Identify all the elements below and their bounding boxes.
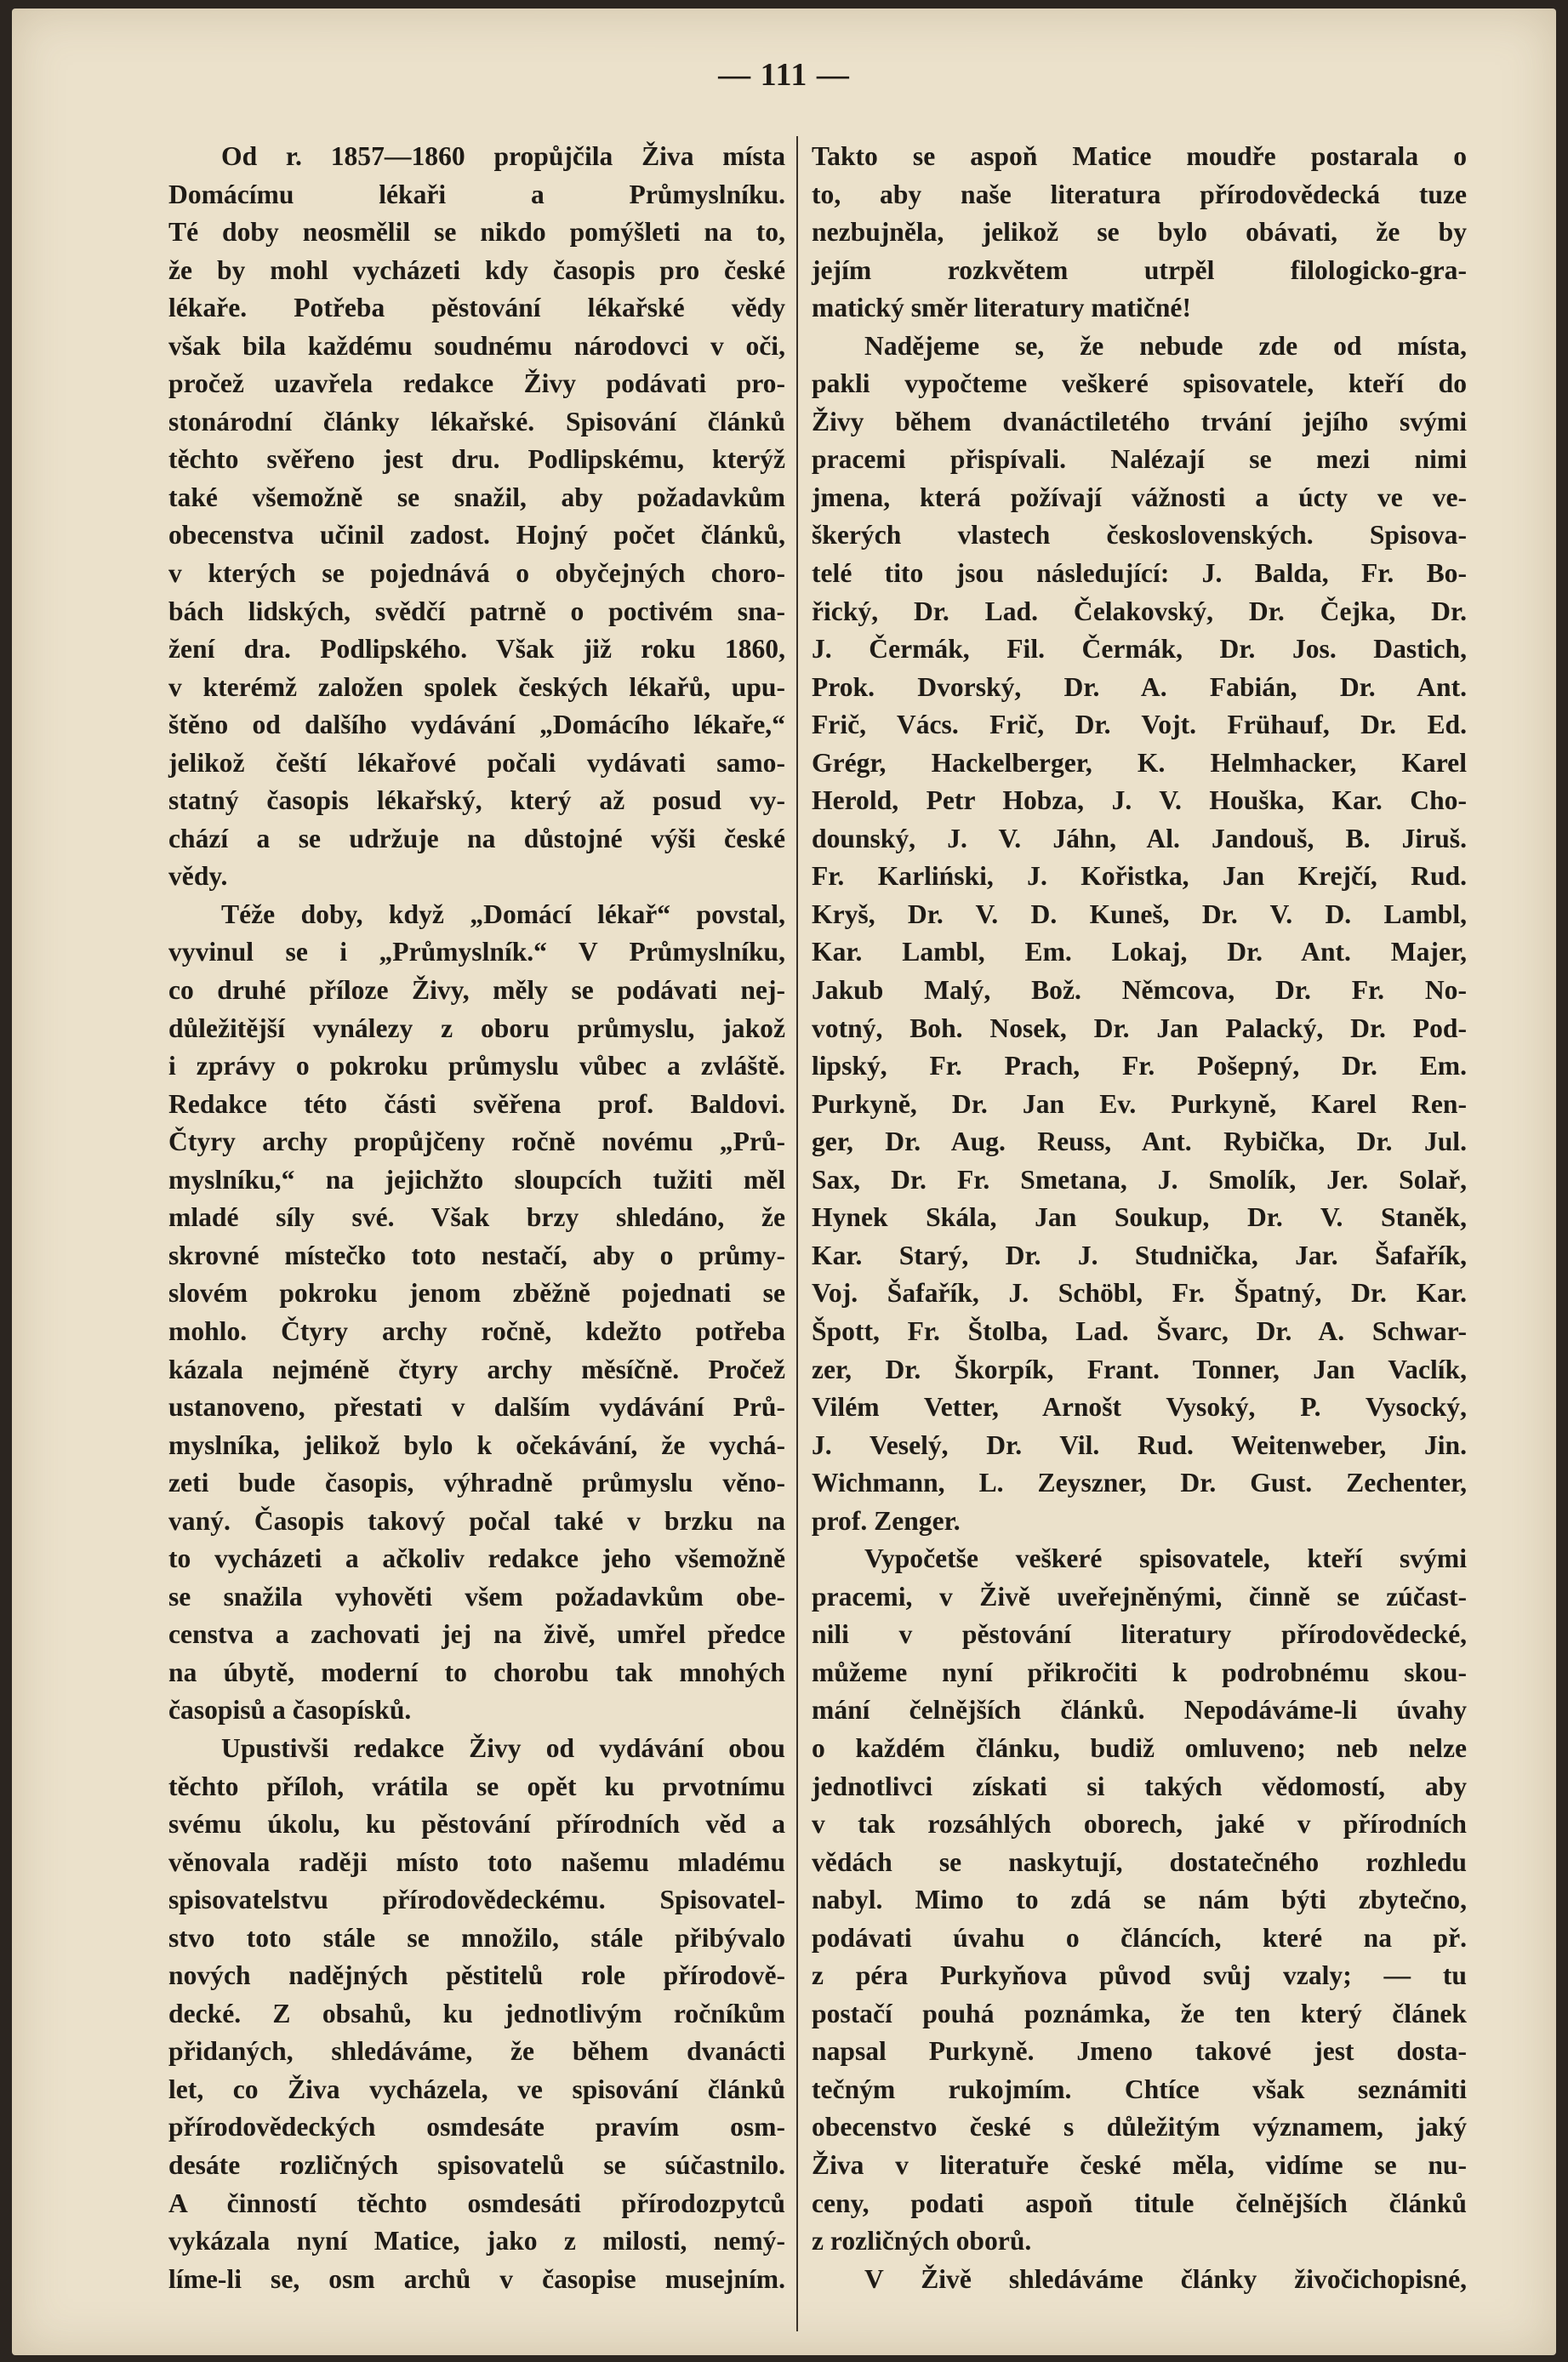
book-page [12, 9, 1556, 2355]
text-line: věnovala raději místo toto našemu mladému [168, 1846, 785, 1877]
right-text-column [812, 138, 1467, 2298]
text-line: Té doby neosmělil se nikdo pomýšleti na to, [168, 217, 785, 248]
text-line: tečným rukojmím. Chtíce však seznámiti [812, 2074, 1467, 2104]
text-line: podávati úvahu o článcích, které na př. [812, 1922, 1467, 1953]
text-line: Živy během dvanáctiletého trvání jejího svými [812, 406, 1467, 436]
text-line: v kterých se pojednává o obyčejných choro- [168, 558, 785, 589]
text-line: z rozličných oborů. [812, 2226, 1032, 2256]
text-line: vykázala nyní Matice, jako z milosti, nemý- [168, 2226, 785, 2256]
text-line: nili v pěstování literatury přírodovědecké, [812, 1619, 1467, 1650]
text-line: prof. Zenger. [812, 1505, 961, 1536]
text-line: jejím rozkvětem utrpěl filologicko-gra- [812, 254, 1467, 285]
text-line: svému úkolu, ku pěstování přírodních věd a [168, 1809, 785, 1840]
text-line: o každém článku, budiž omluveno; neb nelze [812, 1732, 1467, 1763]
text-line: řický, Dr. Lad. Čelakovský, Dr. Čejka, Dr. [812, 596, 1467, 626]
text-line: Prok. Dvorský, Dr. A. Fabián, Dr. Ant. [812, 671, 1467, 702]
text-line: censtva a zachovati jej na živě, umřel předce [168, 1619, 785, 1650]
text-line: jmena, která požívají vážnosti a úcty ve ve- [812, 482, 1467, 512]
text-line: co druhé příloze Živy, měly se podávati nej- [168, 975, 785, 1006]
text-line: desáte rozličných spisovatelů se súčastnilo. [168, 2149, 785, 2180]
text-line: na úbytě, moderní to chorobu tak mnohých [168, 1657, 785, 1687]
text-line: vědy. [168, 861, 228, 892]
text-line: to vycházeti a ačkoliv redakce jeho všemožně [168, 1543, 785, 1574]
text-line: skrovné místečko toto nestačí, aby o průmy- [168, 1240, 785, 1270]
text-line: Takto se aspoň Matice moudře postarala o [812, 141, 1467, 171]
text-line: zer, Dr. Škorpík, Frant. Tonner, Jan Vaclík, [812, 1354, 1467, 1384]
text-line: to, aby naše literatura přírodovědecká tuze [812, 179, 1467, 209]
text-line: Nadějeme se, že nebude zde od místa, [864, 330, 1467, 361]
left-text-column [168, 138, 785, 2298]
text-line: pracemi, v Živě uveřejněnými, činně se zúčast- [812, 1581, 1467, 1612]
text-line: spisovatelstvu přírodovědeckému. Spisovatel- [168, 1885, 785, 1915]
text-line: se snažila vyhověti všem požadavkům obe- [168, 1581, 785, 1612]
text-line: Kar. Starý, Dr. J. Studnička, Jar. Šafařík, [812, 1240, 1467, 1270]
text-line: mohlo. Čtyry archy ročně, kdežto potřeba [168, 1315, 785, 1346]
text-line: nabyl. Mimo to zdá se nám býti zbytečno, [812, 1885, 1467, 1915]
text-line: matický směr literatury matičné! [812, 293, 1191, 323]
text-line: bách lidských, svědčí patrně o poctivém sna- [168, 596, 785, 626]
text-line: ceny, podati aspoň titule čelnějších článků [812, 2188, 1467, 2218]
text-line: decké. Z obsahů, ku jednotlivým ročníkům [168, 1998, 785, 2028]
text-line: myslníku,“ na jejichžto sloupcích tužiti měl [168, 1164, 785, 1195]
text-line: těchto svěřeno jest dru. Podlipskému, kterýž [168, 444, 785, 475]
text-line: ger, Dr. Aug. Reuss, Ant. Rybička, Dr. Jul. [812, 1127, 1467, 1157]
column-divider [796, 136, 798, 2331]
text-line: Grégr, Hackelberger, K. Helmhacker, Karel [812, 747, 1467, 778]
text-line: v tak rozsáhlých oborech, jaké v přírodních [812, 1809, 1467, 1840]
text-line: myslníka, jelikož bylo k očekávání, že vychá- [168, 1429, 785, 1460]
text-line: časopisů a časopísků. [168, 1695, 412, 1726]
text-line: kázala nejméně čtyry archy měsíčně. Pročež [168, 1354, 785, 1384]
text-line: přidaných, shledáváme, že během dvanácti [168, 2036, 785, 2067]
text-line: Vilém Vetter, Arnošt Vysoký, P. Vysocký, [812, 1392, 1467, 1423]
text-line: Téže doby, když „Domácí lékař“ povstal, [221, 899, 785, 929]
text-line: Purkyně, Dr. Jan Ev. Purkyně, Karel Ren- [812, 1088, 1467, 1119]
text-line: slovém pokroku jenom zběžně pojednati se [168, 1278, 785, 1309]
text-line: votný, Boh. Nosek, Dr. Jan Palacký, Dr. Pod- [812, 1013, 1467, 1043]
text-line: stonárodní články lékařské. Spisování článků [168, 406, 785, 436]
text-line: jednotlivci získati si takých vědomostí, aby [812, 1771, 1467, 1801]
text-line: však bila každému soudnému národovci v oči, [168, 330, 785, 361]
text-line: Domácímu lékaři a Průmyslníku. [168, 179, 785, 209]
text-line: pročež uzavřela redakce Živy podávati pro- [168, 368, 785, 399]
text-line: vědách se naskytují, dostatečného rozhledu [812, 1846, 1467, 1877]
text-line: Špott, Fr. Štolba, Lad. Švarc, Dr. A. Schwar- [812, 1315, 1467, 1346]
text-line: dounský, J. V. Jáhn, Al. Jandouš, B. Jiruš. [812, 823, 1467, 853]
text-line: mladé síly své. Však brzy shledáno, že [168, 1202, 785, 1233]
text-line: Fr. Karliński, J. Kořistka, Jan Krejčí, Rud. [812, 861, 1467, 892]
text-line: Sax, Dr. Fr. Smetana, J. Smolík, Jer. Solař, [812, 1164, 1467, 1195]
text-line: Herold, Petr Hobza, J. V. Houška, Kar. Cho- [812, 785, 1467, 816]
text-line: že by mohl vycházeti kdy časopis pro české [168, 254, 785, 285]
text-line: zeti bude časopis, výhradně průmyslu věno- [168, 1468, 785, 1498]
text-line: jelikož čeští lékařové počali vydávati samo- [168, 747, 785, 778]
text-line: ustanoveno, přestati v dalším vydávání Prů- [168, 1392, 785, 1423]
text-line: telé tito jsou následující: J. Balda, Fr. Bo- [812, 558, 1467, 589]
text-line: Živa v literatuře české měla, vidíme se nu- [812, 2149, 1467, 2180]
text-line: nových nadějných pěstitelů role přírodově- [168, 1960, 785, 1991]
page-number: — 111 — [718, 57, 850, 93]
text-line: A činností těchto osmdesáti přírodozpytců [168, 2188, 785, 2218]
text-line: nezbujněla, jelikož se bylo obávati, že by [812, 217, 1467, 248]
text-line: žení dra. Podlipského. Však již roku 1860, [168, 634, 785, 665]
text-line: Od r. 1857—1860 propůjčila Živa místa [221, 141, 785, 171]
text-line: napsal Purkyně. Jmeno takové jest dosta- [812, 2036, 1467, 2067]
text-line: V Živě shledáváme články živočichopisné, [864, 2263, 1467, 2294]
text-line: v kterémž založen spolek českých lékařů, upu- [168, 671, 785, 702]
text-line: pracemi přispívali. Nalézají se mezi nimi [812, 444, 1467, 475]
text-line: Hynek Skála, Jan Soukup, Dr. V. Staněk, [812, 1202, 1467, 1233]
text-line: škerých vlastech československých. Spisova- [812, 520, 1467, 551]
text-line: stvo toto stále se množilo, stále přibývalo [168, 1922, 785, 1953]
text-line: štěno od dalšího vydávání „Domácího lékaře,“ [168, 710, 785, 740]
text-line: J. Čermák, Fil. Čermák, Dr. Jos. Dastich, [812, 634, 1467, 665]
text-line: těchto příloh, vrátila se opět ku prvotnímu [168, 1771, 785, 1801]
text-line: důležitější vynálezy z oboru průmyslu, jakož [168, 1013, 785, 1043]
text-line: Kryš, Dr. V. D. Kuneš, Dr. V. D. Lambl, [812, 899, 1467, 929]
text-line: Vypočetše veškeré spisovatele, kteří svými [864, 1543, 1467, 1574]
text-line: přírodovědeckých osmdesáte pravím osm- [168, 2112, 785, 2142]
text-line: i zprávy o pokroku průmyslu vůbec a zvláště. [168, 1051, 785, 1081]
text-line: také všemožně se snažil, aby požadavkům [168, 482, 785, 512]
text-line: Redakce této části svěřena prof. Baldovi. [168, 1088, 785, 1119]
text-line: vyvinul se i „Průmyslník.“ V Průmyslníku, [168, 937, 785, 967]
text-line: statný časopis lékařský, který až posud vy- [168, 785, 785, 816]
text-line: pakli vypočteme veškeré spisovatele, kteří do [812, 368, 1467, 399]
text-line: mání čelnějších článků. Nepodáváme-li úvahy [812, 1695, 1467, 1726]
text-line: obecenstva učinil zadost. Hojný počet článků, [168, 520, 785, 551]
text-line: Čtyry archy propůjčeny ročně novému „Prů- [168, 1127, 785, 1157]
text-line: Wichmann, L. Zeyszner, Dr. Gust. Zechenter, [812, 1468, 1467, 1498]
text-line: lipský, Fr. Prach, Fr. Pošepný, Dr. Em. [812, 1051, 1467, 1081]
text-line: obecenstvo české s důležitým významem, jaký [812, 2112, 1467, 2142]
text-line: líme-li se, osm archů v časopise musejním. [168, 2263, 785, 2294]
text-line: Upustivši redakce Živy od vydávání obou [221, 1732, 785, 1763]
text-line: Kar. Lambl, Em. Lokaj, Dr. Ant. Majer, [812, 937, 1467, 967]
text-line: Frič, Vács. Frič, Dr. Vojt. Frühauf, Dr. Ed. [812, 710, 1467, 740]
text-line: postačí pouhá poznámka, že ten který článek [812, 1998, 1467, 2028]
text-line: Voj. Šafařík, J. Schöbl, Fr. Špatný, Dr. Kar. [812, 1278, 1467, 1309]
text-line: lékaře. Potřeba pěstování lékařské vědy [168, 293, 785, 323]
text-line: chází a se udržuje na důstojné výši české [168, 823, 785, 853]
text-line: Jakub Malý, Bož. Němcova, Dr. Fr. No- [812, 975, 1467, 1006]
text-line: můžeme nyní přikročiti k podrobnému skou- [812, 1657, 1467, 1687]
text-line: J. Veselý, Dr. Vil. Rud. Weitenweber, Jin. [812, 1429, 1467, 1460]
text-line: z péra Purkyňova původ svůj vzaly; — tu [812, 1960, 1467, 1991]
text-line: vaný. Časopis takový počal také v brzku na [168, 1505, 785, 1536]
text-line: let, co Živa vycházela, ve spisování článků [168, 2074, 785, 2104]
